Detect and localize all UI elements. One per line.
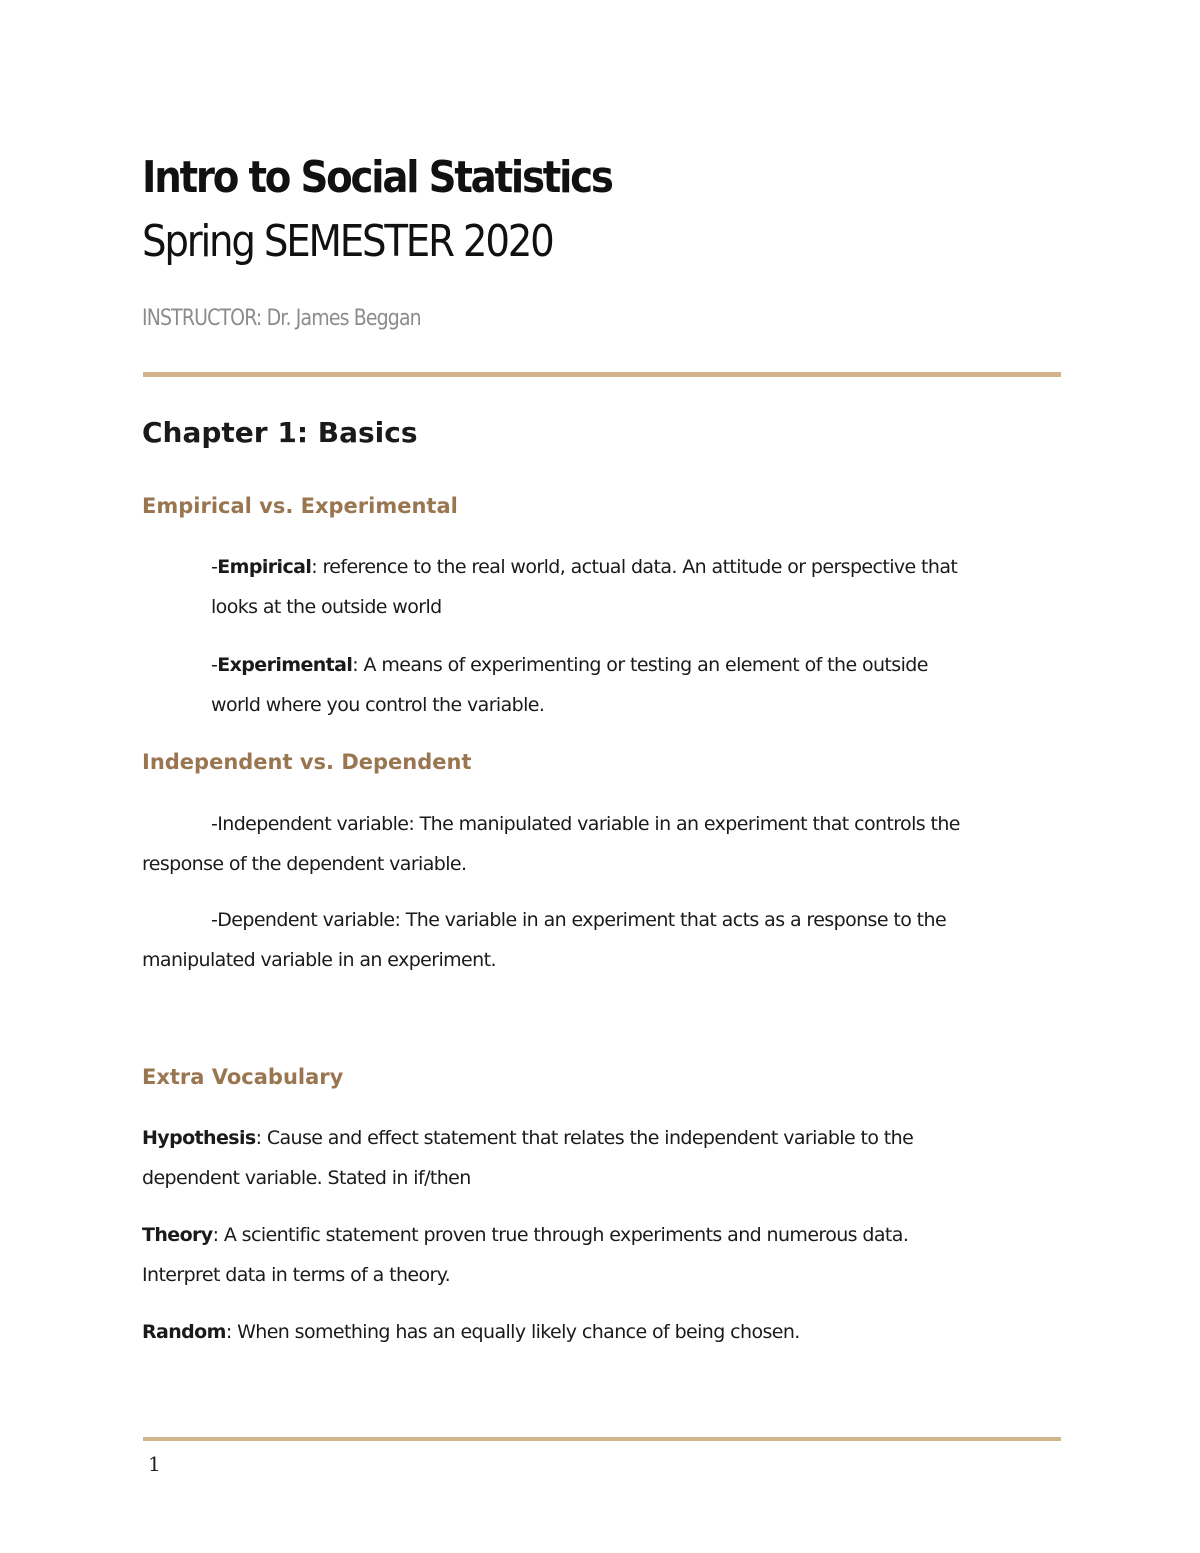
definition-text: : reference to the real world, actual data. An attitude or perspective that: [311, 556, 958, 578]
term-hypothesis: Hypothesis: [142, 1127, 256, 1149]
page-number: 1: [148, 1452, 161, 1476]
section-heading-empirical-vs-experimental: Empirical vs. Experimental: [142, 494, 458, 518]
header-divider: [143, 372, 1061, 377]
semester-title: Spring SEMESTER 2020: [142, 216, 553, 267]
definition-empirical: [211, 547, 957, 627]
vocab-hypothesis-line2: dependent variable. Stated in if/then: [142, 1167, 471, 1189]
term-random: Random: [142, 1321, 226, 1343]
section-heading-independent-vs-dependent: Independent vs. Dependent: [142, 750, 472, 774]
definition-text: : When something has an equally likely chance of being chosen.: [225, 1321, 800, 1343]
instructor-label: INSTRUCTOR:: [142, 306, 262, 331]
definition-independent-line2: response of the dependent variable.: [142, 853, 467, 875]
definition-empirical-line1: [211, 547, 957, 587]
definition-dependent-variable: [142, 900, 946, 980]
definition-independent-variable: [142, 804, 960, 884]
term-experimental: Experimental: [217, 654, 353, 676]
definition-experimental: [211, 645, 928, 725]
definition-dependent-line1: -Dependent variable: The variable in an experiment that acts as a response to the: [211, 909, 947, 931]
dash: -: [211, 556, 218, 578]
term-theory: Theory: [142, 1224, 213, 1246]
section-heading-extra-vocabulary: Extra Vocabulary: [142, 1065, 344, 1089]
definition-empirical-line2: looks at the outside world: [211, 596, 442, 618]
term-empirical: Empirical: [217, 556, 312, 578]
definition-text: : A scientific statement proven true through experiments and numerous data.: [212, 1224, 909, 1246]
vocab-theory-line2: Interpret data in terms of a theory.: [142, 1264, 451, 1286]
definition-text: : A means of experimenting or testing an element of the outside: [352, 654, 928, 676]
footer-divider: [143, 1437, 1061, 1441]
document-title: [142, 146, 612, 274]
definition-text: : Cause and effect statement that relates the independent variable to the: [255, 1127, 914, 1149]
dash: -: [211, 654, 218, 676]
vocab-hypothesis: [142, 1118, 913, 1198]
course-title: Intro to Social Statistics: [142, 152, 612, 203]
vocab-random: [142, 1312, 800, 1352]
vocab-random-line1: [142, 1312, 800, 1352]
vocab-theory: [142, 1215, 908, 1295]
vocab-hypothesis-line1: [142, 1118, 913, 1158]
definition-independent-line1: -Independent variable: The manipulated variable in an experiment that controls the: [211, 813, 960, 835]
instructor-line: [142, 306, 421, 331]
definition-experimental-line1: [211, 645, 928, 685]
chapter-heading: Chapter 1: Basics: [142, 416, 418, 449]
definition-dependent-line2: manipulated variable in an experiment.: [142, 949, 496, 971]
definition-experimental-line2: world where you control the variable.: [211, 694, 545, 716]
vocab-theory-line1: [142, 1215, 908, 1255]
instructor-name: Dr. James Beggan: [266, 306, 421, 331]
